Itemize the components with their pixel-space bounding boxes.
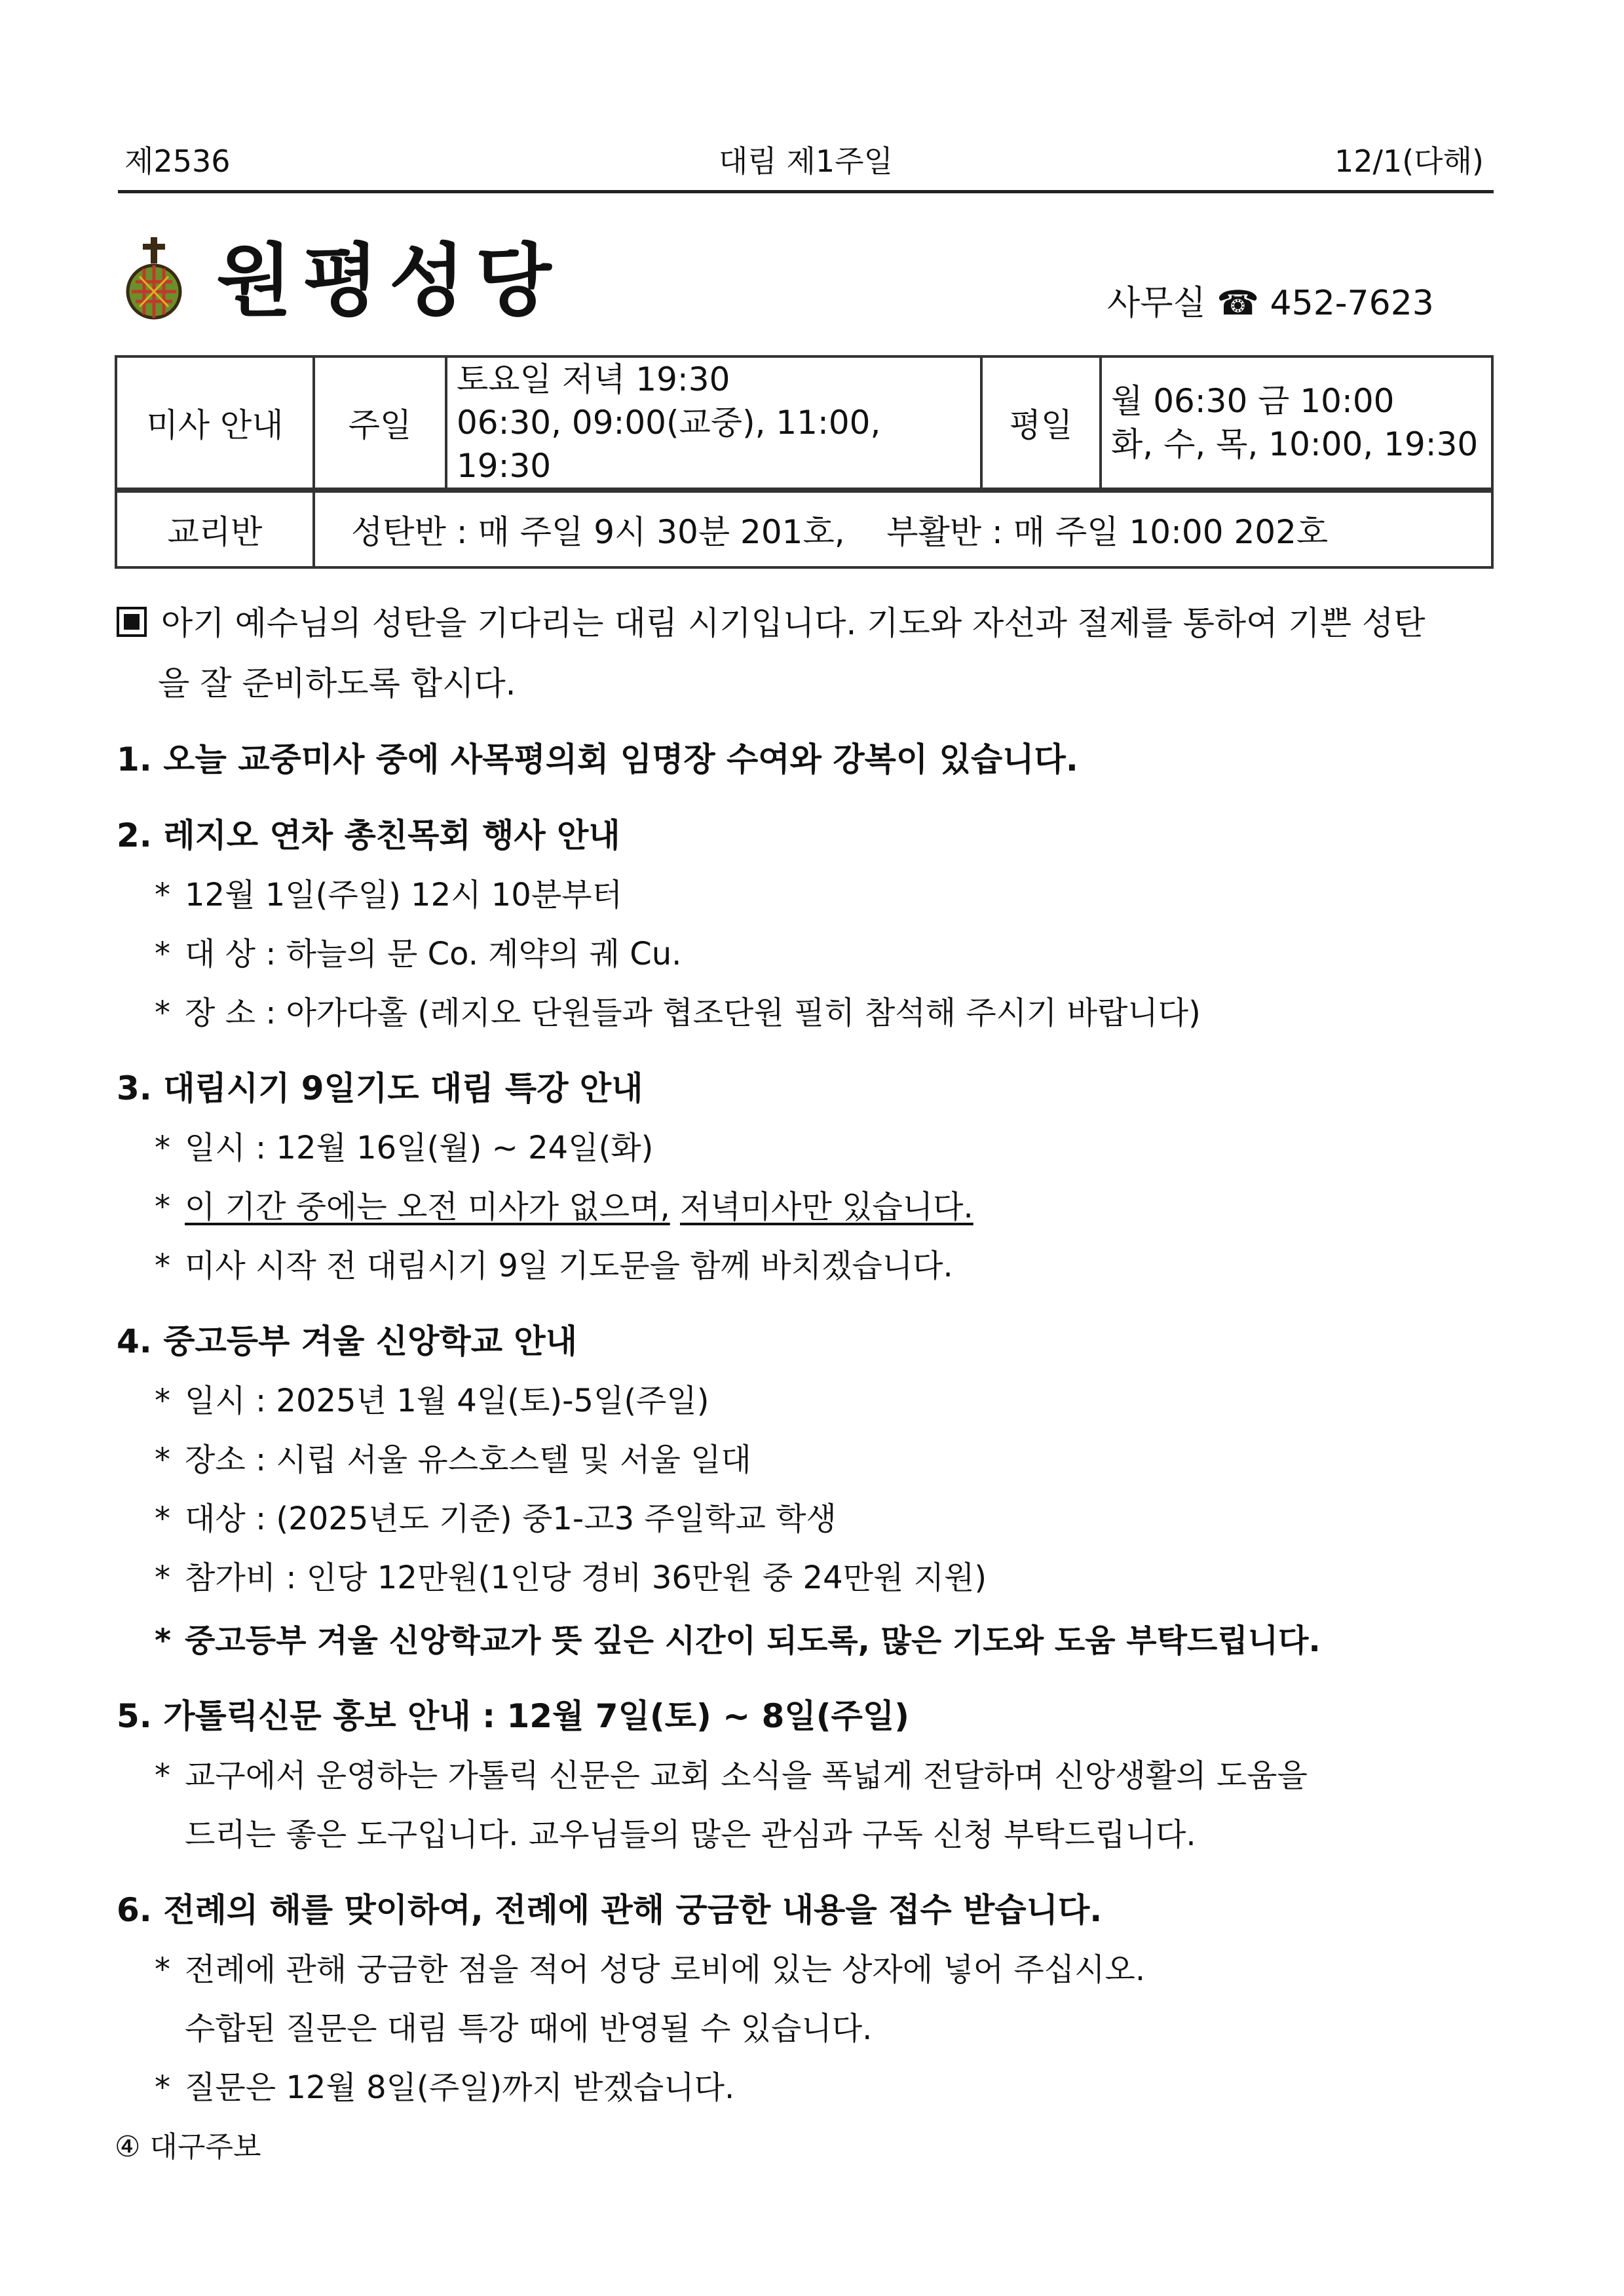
page-footer: ④ 대구주보 [115,2130,261,2164]
announcement-title: 4. 중고등부 겨울 신앙학교 안내 [117,1322,578,1360]
list-item: * 장 소 : 아가다홀 (레지오 단원들과 협조단원 필히 참석해 주시기 바랍니다) [117,984,1499,1043]
asterisk-bullet: * [155,2069,170,2106]
underlined-notice: 저녁미사만 있습니다. [679,1189,973,1225]
list-item: * 미사 시작 전 대림시기 9일 기도문을 함께 바치겠습니다. [117,1236,1499,1295]
catechism-label: 교리반 [116,490,314,567]
sunday-times-line: 06:30, 09:00(교중), 11:00, 19:30 [457,404,881,485]
list-item [117,1177,1499,1236]
list-item: * 중고등부 겨울 신앙학교가 뜻 깊은 시간이 되도록, 많은 기도와 도움 부탁드립니다. [117,1611,1499,1670]
announcement-3 [117,1058,1499,1295]
header-rule [118,190,1494,193]
announcement-2 [117,805,1499,1043]
bulletin-date: 12/1(다해) [1334,144,1484,179]
list-item: * 참가비 : 인당 12만원(1인당 경비 36만원 중 24만원 지원) [117,1548,1499,1607]
bulletin-header [118,138,1494,177]
square-bullet-icon [117,607,147,637]
mass-row [116,356,1492,490]
list-item: * 전례에 관해 궁금한 점을 적어 성당 로비에 있는 상자에 넣어 주십시오. [117,1940,1499,1999]
asterisk-bullet: * [155,1442,170,1478]
asterisk-bullet: * [155,1248,170,1284]
asterisk-bullet: * [155,1757,170,1794]
announcement-title: 2. 레지오 연차 총친목회 행사 안내 [117,816,620,854]
asterisk-bullet: * [155,1559,170,1596]
mass-label: 미사 안내 [116,356,314,490]
catechism-row [116,490,1492,567]
asterisk-bullet: * [155,936,170,972]
sunday-label: 주일 [314,356,446,490]
underlined-notice: 이 기간 중에는 오전 미사가 없으며, [185,1189,670,1225]
announcement-title: 6. 전례의 해를 맞이하여, 전례에 관해 궁금한 내용을 접수 받습니다. [117,1891,1103,1929]
weekday-times-line: 화, 수, 목, 10:00, 19:30 [1111,425,1479,463]
asterisk-bullet: * [155,1189,170,1225]
catechism-text: 성탄반 : 매 주일 9시 30분 201호, 부활반 : 매 주일 10:00 202호 [314,490,1492,567]
asterisk-bullet: * [155,1130,170,1166]
asterisk-bullet: * [155,877,170,913]
asterisk-bullet: * [155,995,170,1031]
parish-name: 원평성당 [216,236,562,327]
weekday-times [1101,356,1492,490]
announcement-6 [117,1880,1499,2117]
liturgical-week: 대림 제1주일 [718,144,894,179]
list-item: * 장소 : 시립 서울 유스호스텔 및 서울 일대 [117,1430,1499,1489]
sunday-times-line: 토요일 저녁 19:30 [457,360,730,398]
intro-line: 을 잘 준비하도록 합시다. [158,664,516,702]
list-item: * 질문은 12월 8일(주일)까지 받겠습니다. [117,2058,1499,2117]
mass-schedule-table [115,355,1494,569]
announcement-4 [117,1311,1499,1670]
weekday-times-line: 월 06:30 금 10:00 [1111,382,1395,420]
announcement-1 [117,729,1499,790]
announcement-title: 5. 가톨릭신문 홍보 안내 : 12월 7일(토) ~ 8일(주일) [117,1697,909,1735]
announcement-title: 1. 오늘 교중미사 중에 사목평의회 임명장 수여와 강복이 있습니다. [117,740,1078,778]
office-phone: 사무실 ☎ 452-7623 [1107,284,1434,323]
list-item: * 일시 : 12월 16일(월) ~ 24일(화) [117,1119,1499,1177]
announcements [117,593,1499,2117]
list-item: * 교구에서 운영하는 가톨릭 신문은 교회 소식을 폭넓게 전달하며 신앙생활의 도움을 [117,1746,1499,1805]
list-item: * 일시 : 2025년 1월 4일(토)-5일(주일) [117,1371,1499,1430]
announcement-title: 3. 대림시기 9일기도 대림 특강 안내 [117,1069,643,1107]
parish-logo-icon [121,236,187,321]
list-item-continued: 수합된 질문은 대림 특강 때에 반영될 수 있습니다. [185,2010,873,2047]
announcement-5 [117,1686,1499,1864]
list-item-continued: 드리는 좋은 도구입니다. 교우님들의 많은 관심과 구독 신청 부탁드립니다. [185,1816,1196,1853]
list-item: * 대 상 : 하늘의 문 Co. 계약의 궤 Cu. [117,925,1499,984]
sunday-times [446,356,981,490]
intro-line: 아기 예수님의 성탄을 기다리는 대림 시기입니다. 기도와 자선과 절제를 통하여 기쁜 성탄 [161,604,1426,642]
issue-number: 제2536 [124,144,231,179]
list-item: * 12월 1일(주일) 12시 10분부터 [117,866,1499,925]
asterisk-bullet: * [155,1383,170,1419]
intro-paragraph [117,593,1499,714]
asterisk-bullet: * [155,1622,172,1659]
asterisk-bullet: * [155,1501,170,1537]
weekday-label: 평일 [981,356,1101,490]
list-item: * 대상 : (2025년도 기준) 중1-고3 주일학교 학생 [117,1489,1499,1548]
asterisk-bullet: * [155,1951,170,1988]
